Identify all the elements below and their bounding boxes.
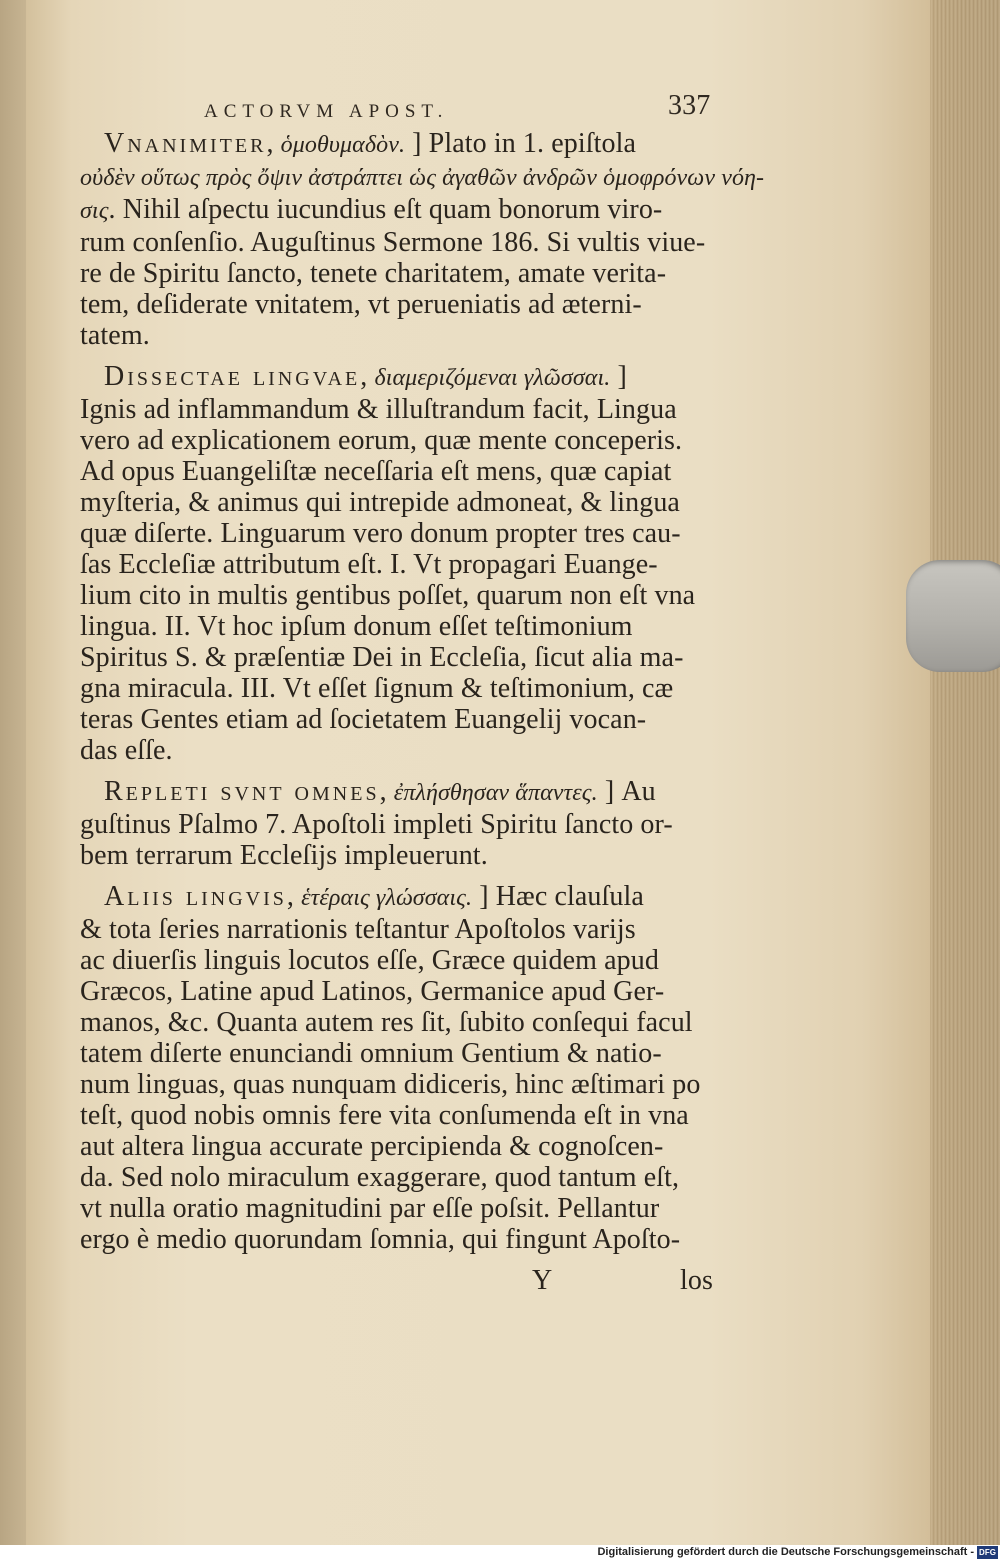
text-line [80,394,720,425]
text-segment: quæ diſerte. Linguarum vero donum propter tres cau- [80,518,681,549]
header-row [80,88,720,128]
footer-text: Digitalisierung gefördert durch die Deutsche Forschungsgemeinschaft - [597,1546,974,1558]
page-clip [906,560,1000,672]
text-segment: Ad opus Euangeliſtæ neceſſaria eſt mens, quæ capiat [80,456,672,487]
text-segment: aut altera lingua accurate percipienda & cognoſcen- [80,1131,664,1162]
text-segment: , [286,881,302,912]
text-line [80,549,720,580]
text-segment: tatem diſerte enunciandi omnium Gentium & natio- [80,1038,662,1069]
text-segment: , [379,776,394,807]
lemma-heading: Dissectae lingvae [104,361,361,392]
text-line [80,1100,720,1131]
text-line [80,611,720,642]
text-segment: guſtinus Pſalmo 7. Apoſtoli impleti Spiritu ſancto or- [80,809,673,840]
body-text [80,128,765,1255]
text-segment: , [360,361,375,392]
text-line [80,456,720,487]
lemma-heading: Aliis lingvis [104,881,287,912]
dfg-logo: DFG [977,1546,998,1559]
text-segment: teras Gentes etiam ad ſocietatem Euangelij vocan- [80,704,647,735]
text-line [80,580,720,611]
paragraph [80,881,720,1255]
text-line [80,976,720,1007]
text-segment: lium cito in multis gentibus poſſet, quarum non eſt vna [80,580,696,611]
text-line [80,840,720,871]
text-line [80,809,720,840]
text-segment: Græcos, Latine apud Latinos, Germanice apud Ger- [80,976,665,1007]
text-segment: gna miracula. III. Vt eſſet ſignum & teſtimonium, cæ [80,673,674,704]
text-line [80,258,720,289]
text-line [80,194,720,227]
page-edges [930,0,1000,1545]
text-line [80,1193,720,1224]
text-line [80,320,720,351]
text-line [80,776,720,809]
paragraph [80,776,720,871]
text-line [80,1224,720,1255]
text-line [80,289,720,320]
footer [0,1545,1000,1562]
greek-text: ὁμοθυμαδὸν. [280,132,406,158]
text-line [80,1131,720,1162]
text-line [80,487,720,518]
text-line [80,161,765,194]
text-segment: da. Sed nolo miraculum exaggerare, quod tantum eſt, [80,1162,680,1193]
page-number: 337 [668,90,711,121]
text-segment: vero ad explicationem eorum, quæ mente conceperis. [80,425,683,456]
text-segment: , [266,128,281,159]
text-segment: rum conſenſio. Auguſtinus Sermone 186. Si vultis viue- [80,227,706,258]
lemma-heading: Vnanimiter [104,128,267,159]
text-segment: Spiritus S. & præſentiæ Dei in Eccleſia, ſicut alia ma- [80,642,684,673]
text-segment: vt nulla oratio magnitudini par eſſe poſsit. Pellantur [80,1193,660,1224]
catchword: los [680,1265,713,1296]
text-segment: manos, &c. Quanta autem res ſit, ſubito conſequi facul [80,1007,693,1038]
text-segment: lingua. II. Vt hoc ipſum donum eſſet teſtimonium [80,611,633,642]
greek-text: ἑτέραις γλώσσαις. [301,885,473,911]
text-line [80,1038,720,1069]
greek-text: σις [80,198,109,224]
text-line [80,1007,720,1038]
text-segment: ſas Eccleſiæ attributum eſt. I. Vt propagari Euange- [80,549,658,580]
text-segment: Ignis ad inflammandum & illuſtrandum facit, Lingua [80,394,677,425]
text-line [80,128,720,161]
text-line [80,1162,720,1193]
text-segment: ergo è medio quorundam ſomnia, qui fingunt Apoſto- [80,1224,681,1255]
text-segment: . Nihil aſpectu iucundius eſt quam bonorum viro- [108,194,663,225]
text-segment: bem terrarum Eccleſijs impleuerunt. [80,840,488,871]
text-segment: tem, deſiderate vnitatem, vt perueniatis ad æterni- [80,289,642,320]
lemma-heading: Repleti svnt omnes [104,776,380,807]
text-line [80,704,720,735]
text-segment: ] Hæc clauſula [472,881,644,912]
running-head: ACTORVM APOST. [204,101,449,122]
text-line [80,1069,720,1100]
text-line [80,642,720,673]
text-segment: myſteria, & animus qui intrepide admoneat, & lingua [80,487,680,518]
text-line [80,914,720,945]
greek-text: οὐδὲν οὕτως πρὸς ὄψιν ἀστράπτει ὡς ἀγαθῶν ἀνδρῶν ὁμοφρόνων νόη- [80,165,765,191]
text-line [80,881,720,914]
text-line [80,227,720,258]
text-segment: teſt, quod nobis omnis fere vita conſumenda eſt in vna [80,1100,689,1131]
text-segment: ] [610,361,627,392]
text-line [80,945,720,976]
text-segment: & tota ſeries narrationis teſtantur Apoſtolos varijs [80,914,636,945]
text-segment: das eſſe. [80,735,173,766]
signature-row [80,1265,720,1299]
greek-text: διαμεριζόμεναι γλῶσσαι. [374,365,611,391]
text-line [80,425,720,456]
text-segment: ] Plato in 1. epiſtola [405,128,636,159]
text-segment: tatem. [80,320,150,351]
text-block [80,88,765,1299]
text-segment: num linguas, quas nunquam didiceris, hinc æſtimari po [80,1069,701,1100]
text-segment: re de Spiritu ſancto, tenete charitatem, amate verita- [80,258,667,289]
signature-mark: Y [532,1265,553,1296]
text-line [80,673,720,704]
text-line [80,735,720,766]
text-segment: ] Au [597,776,656,807]
text-segment: ac diuerſis linguis locutos eſſe, Græce quidem apud [80,945,659,976]
paragraph [80,128,765,351]
text-line [80,361,720,394]
paragraph [80,361,720,766]
text-line [80,518,720,549]
greek-text: ἐπλήσθησαν ἅπαντες. [393,780,598,806]
